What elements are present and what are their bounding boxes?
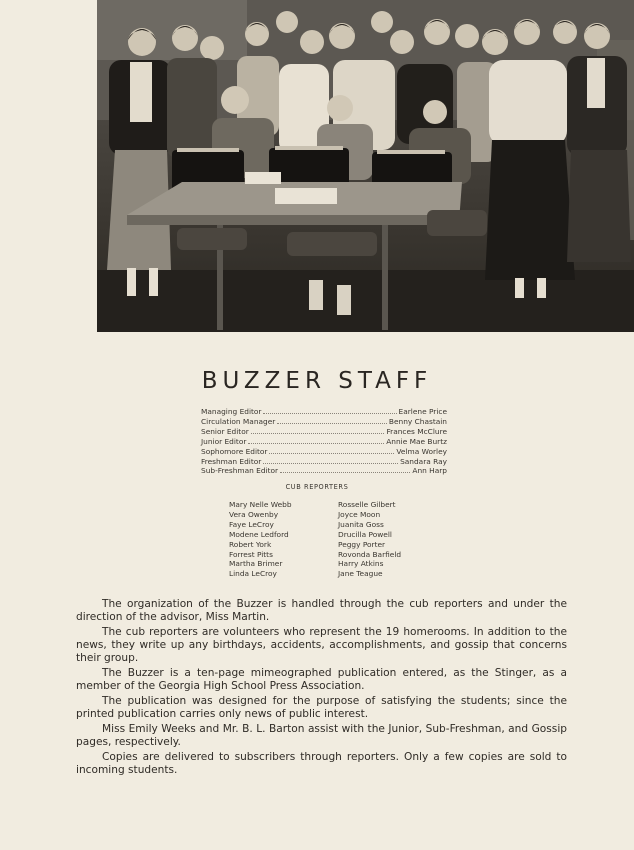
staff-role: Freshman Editor xyxy=(201,456,262,466)
staff-role: Sophomore Editor xyxy=(201,446,268,456)
cub-reporter-name: Forrest Pitts xyxy=(229,549,273,559)
staff-role: Junior Editor xyxy=(201,436,247,446)
staff-name: Sandara Ray xyxy=(400,456,447,466)
staff-name: Velma Worley xyxy=(396,446,447,456)
staff-name: Frances McClure xyxy=(386,426,447,436)
cub-reporter-name: Mary Nelle Webb xyxy=(229,500,292,509)
page-title: BUZZER STAFF xyxy=(201,368,433,394)
cub-reporter-name: Jane Teague xyxy=(338,569,383,579)
cub-reporter-name: Rosselle Gilbert xyxy=(338,500,396,509)
cub-reporter-name: Linda LeCroy xyxy=(229,569,277,579)
cub-reporter-name: Modene Ledford xyxy=(229,529,289,539)
staff-name: Benny Chastain xyxy=(388,416,447,426)
staff-name: Ann Harp xyxy=(412,466,447,476)
cub-reporter-name: Martha Brimer xyxy=(229,559,283,569)
cub-reporter-name: Faye LeCroy xyxy=(229,519,274,529)
cub-reporter-name: Joyce Moon xyxy=(338,509,381,519)
article-paragraph: The cub reporters are volunteers who represent the 19 homerooms. In addition to the news, they write up any birthdays, accidents, accomplishments, and gossip that concerns their group. xyxy=(76,626,567,664)
cub-reporters-right-column xyxy=(338,500,401,579)
staff-row xyxy=(201,457,447,467)
staff-photo-illustration xyxy=(97,0,634,332)
cub-reporter-name: Vera Owenby xyxy=(229,509,279,519)
staff-row xyxy=(201,447,447,457)
staff-row xyxy=(201,437,447,447)
cub-reporter-name: Juanita Goss xyxy=(338,519,384,529)
staff-role: Senior Editor xyxy=(201,426,249,436)
staff-group-photo xyxy=(97,0,634,332)
leader-dots xyxy=(277,417,387,424)
leader-dots xyxy=(280,466,410,473)
article-paragraph: Miss Emily Weeks and Mr. B. L. Barton assist with the Junior, Sub-Freshman, and Gossip pages, respectively. xyxy=(76,723,567,748)
cub-reporter-name: Harry Atkins xyxy=(338,559,384,569)
staff-role: Circulation Manager xyxy=(201,416,276,426)
staff-row xyxy=(201,427,447,437)
leader-dots xyxy=(248,437,384,444)
staff-role: Sub-Freshman Editor xyxy=(201,466,279,476)
cub-reporter-name: Robert York xyxy=(229,539,272,549)
article-paragraph: The publication was designed for the purpose of satisfying the students; since the printed publication carries only news of public interest. xyxy=(76,695,567,720)
leader-dots xyxy=(251,427,385,434)
staff-name: Earlene Price xyxy=(398,407,447,416)
staff-row xyxy=(201,407,447,417)
leader-dots xyxy=(263,407,396,414)
article-paragraph: The organization of the Buzzer is handled through the cub reporters and under the direction of the advisor, Miss Martin. xyxy=(76,598,567,623)
article-body xyxy=(76,598,567,779)
cub-reporter-name: Drucilla Powell xyxy=(338,529,392,539)
staff-name: Annie Mae Burtz xyxy=(386,436,447,446)
cub-reporters-heading: CUB REPORTERS xyxy=(285,483,349,491)
staff-list xyxy=(201,407,447,476)
cub-reporter-name: Peggy Porter xyxy=(338,539,386,549)
article-paragraph: Copies are delivered to subscribers through reporters. Only a few copies are sold to incoming students. xyxy=(76,751,567,776)
leader-dots xyxy=(269,447,394,454)
article-paragraph: The Buzzer is a ten-page mimeographed publication entered, as the Stinger, as a member of the Georgia High School Press Association. xyxy=(76,667,567,692)
staff-role: Managing Editor xyxy=(201,407,262,416)
leader-dots xyxy=(263,457,398,464)
cub-reporters-left-column xyxy=(229,500,292,579)
staff-row xyxy=(201,466,447,476)
staff-row xyxy=(201,417,447,427)
cub-reporter-name: Rovonda Barfield xyxy=(338,549,402,559)
